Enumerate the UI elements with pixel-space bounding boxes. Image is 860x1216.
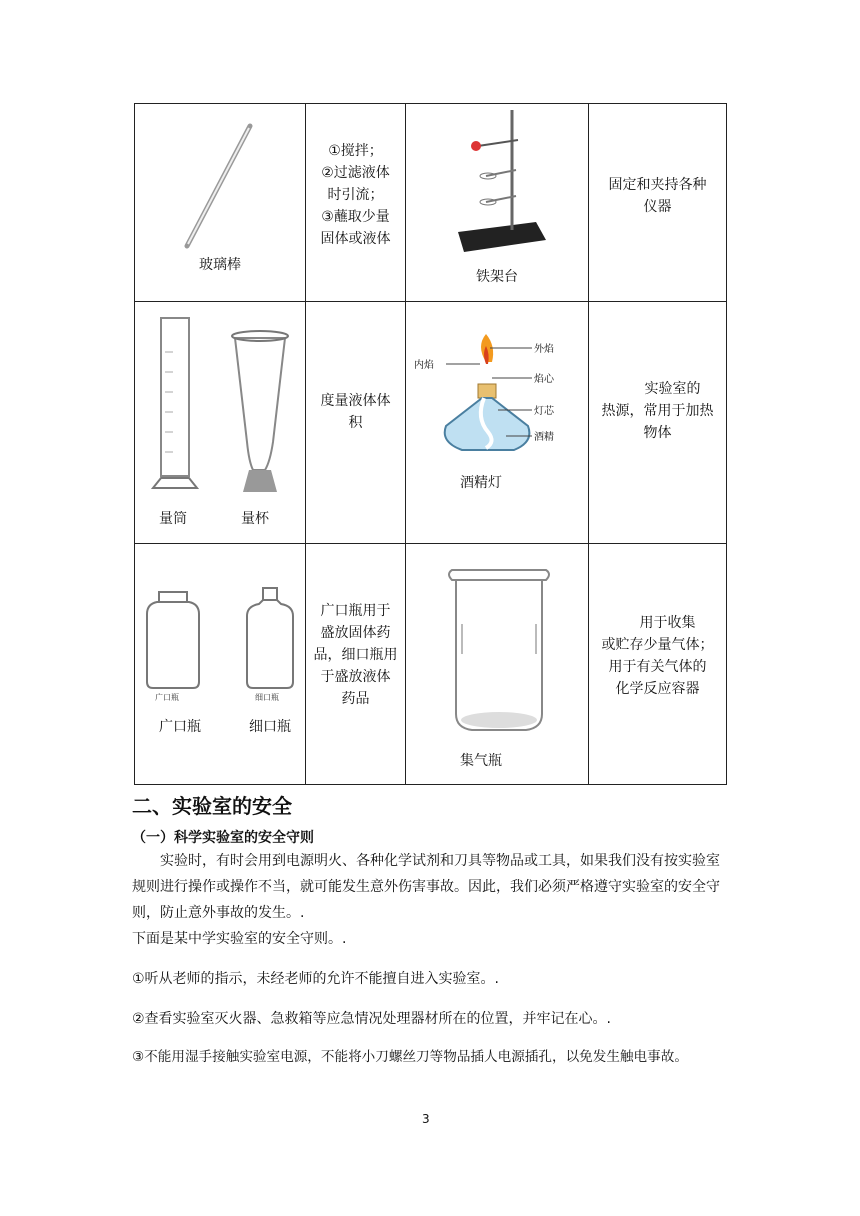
usage-line: 品，细口瓶用 xyxy=(313,647,398,663)
rules-intro: 下面是某中学实验室的安全守则。. xyxy=(132,931,347,947)
cylinder-label: 量筒 xyxy=(159,511,187,527)
rule-item: ②查看实验室灭火器、急救箱等应急情况处理器材所在的位置，并牢记在心。. xyxy=(132,1011,611,1027)
glass-rod-usage xyxy=(306,104,406,302)
intro-paragraph: 实验时，有时会用到电源明火、各种化学试剂和刀具等物品或工具，如果我们没有按实验室规则进行操作或操作不当，就可能发生意外伤害事故。因此，我们必须严格遵守实验室的安全守则，防止意外事故的发生。. xyxy=(132,853,720,921)
bottle-tag: 细口瓶 xyxy=(255,693,279,702)
part-label: 焰心 xyxy=(534,374,554,385)
usage-line: ②过滤液体 xyxy=(321,165,390,181)
cylinder-cell xyxy=(135,302,306,544)
part-label: 灯芯 xyxy=(534,406,554,417)
usage-line: 热源，常用于加热 xyxy=(601,403,714,419)
section-heading: 二、实验室的安全 xyxy=(132,794,292,818)
usage-line: ①搅拌； xyxy=(328,143,383,159)
usage-line: 实验室的 xyxy=(644,381,701,397)
usage-line: 固定和夹持各种 xyxy=(608,177,707,193)
usage-line: 于盛放液体 xyxy=(320,669,391,685)
gas-jar-usage xyxy=(589,544,727,785)
part-label: 酒精 xyxy=(534,432,554,443)
instrument-table xyxy=(134,103,727,785)
usage-line: 仪器 xyxy=(643,199,672,215)
cylinder-usage xyxy=(306,302,406,544)
alcohol-lamp-image xyxy=(406,302,589,543)
gas-jar-cell xyxy=(406,544,589,785)
alcohol-lamp-cell xyxy=(406,302,589,544)
usage-line: 药品 xyxy=(341,691,370,707)
wide-mouth-bottle-label: 广口瓶 xyxy=(159,719,201,735)
rule-item: ①听从老师的指示，未经老师的允许不能擅自进入实验室。. xyxy=(132,971,499,987)
table-row xyxy=(135,302,727,544)
usage-line: ③蘸取少量 xyxy=(321,209,390,225)
glass-rod-label: 玻璃棒 xyxy=(199,257,241,273)
usage-line: 固体或液体 xyxy=(320,231,391,247)
usage-line: 时引流； xyxy=(327,187,384,203)
glass-rod-cell xyxy=(135,104,306,302)
bottles-cell xyxy=(135,544,306,785)
gas-jar-label: 集气瓶 xyxy=(460,753,502,769)
usage-line: 盛放固体药 xyxy=(320,625,391,641)
usage-line: 物体 xyxy=(643,425,672,441)
alcohol-lamp-usage xyxy=(589,302,727,544)
usage-line: 用于有关气体的 xyxy=(608,659,707,675)
rule-item: ③不能用湿手接触实验室电源，不能将小刀螺丝刀等物品插人电源插孔，以免发生触电事故。 xyxy=(132,1049,688,1065)
table-row xyxy=(135,104,727,302)
part-label: 内焰 xyxy=(414,360,434,371)
part-label: 外焰 xyxy=(534,344,554,355)
narrow-mouth-bottle-label: 细口瓶 xyxy=(249,719,291,735)
table-row xyxy=(135,544,727,785)
usage-line: 用于收集 xyxy=(639,615,696,631)
usage-line: 广口瓶用于 xyxy=(320,603,391,619)
usage-line: 化学反应容器 xyxy=(615,681,700,697)
iron-stand-label: 铁架台 xyxy=(476,269,518,285)
bottle-tag: 广口瓶 xyxy=(155,693,179,702)
subsection-heading: （一）科学实验室的安全守则 xyxy=(132,830,314,846)
gas-jar-image xyxy=(406,544,589,784)
bottles-image xyxy=(135,544,306,784)
beaker-label: 量杯 xyxy=(241,511,269,527)
usage-line: 度量液体体 xyxy=(320,393,391,409)
bottles-usage xyxy=(306,544,406,785)
page-number: 3 xyxy=(422,1112,430,1126)
iron-stand-usage xyxy=(589,104,727,302)
usage-line: 或贮存少量气体； xyxy=(601,637,714,653)
measuring-beaker-image xyxy=(135,302,306,543)
alcohol-lamp-label: 酒精灯 xyxy=(460,475,502,491)
usage-line: 积 xyxy=(348,415,363,431)
iron-stand-cell xyxy=(406,104,589,302)
